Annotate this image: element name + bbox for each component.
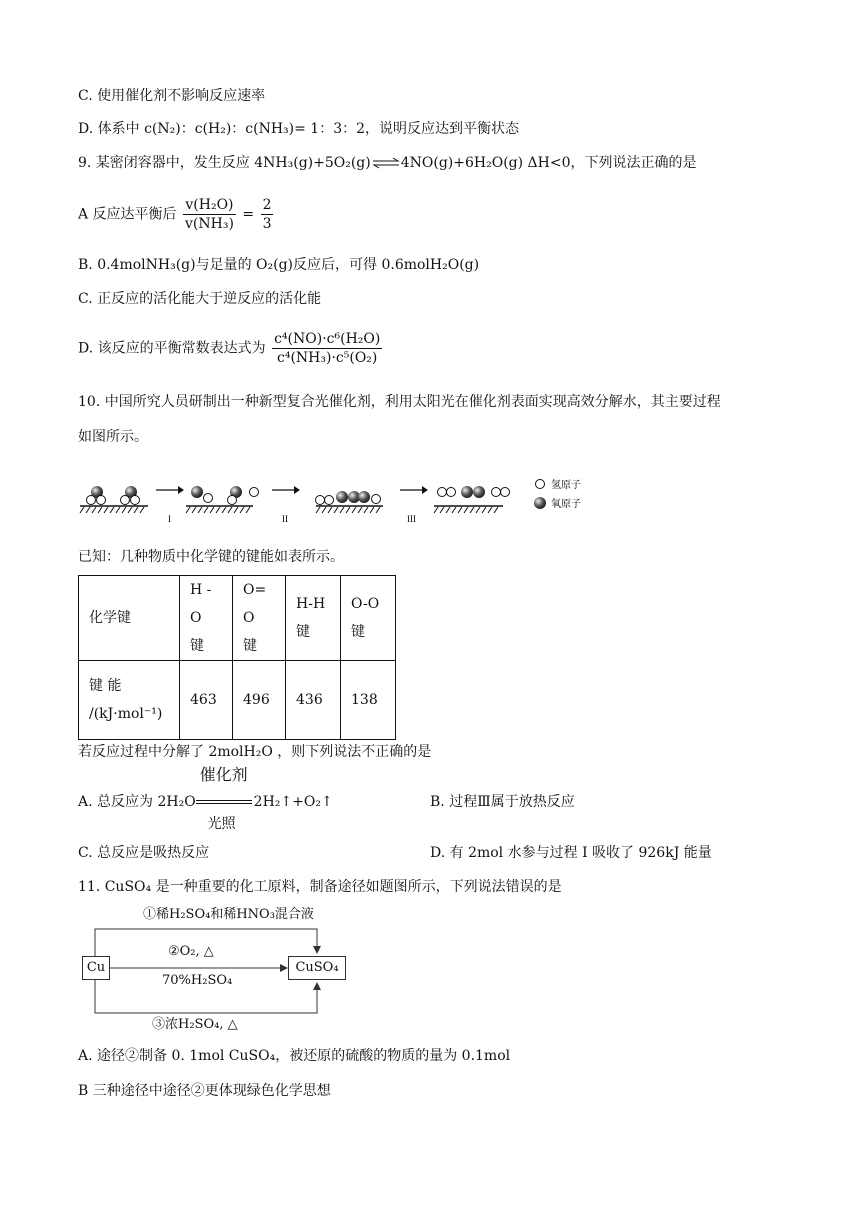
q11-option-b: B 三种途径中途径②更体现绿色化学思想 <box>78 1083 331 1099</box>
ratio-fraction <box>261 196 274 233</box>
step-1-label: I <box>168 514 171 524</box>
q10a-products: 2H₂↑+O₂↑ <box>253 794 333 810</box>
table-header-cell: O-O 键 <box>341 576 396 661</box>
cuso4-pathway-diagram <box>78 903 378 1038</box>
table-cell: 463 <box>180 661 233 740</box>
arrow-step-2 <box>272 486 300 494</box>
q10-condition: 若反应过程中分解了 2molH₂O ，则下列说法不正确的是 <box>78 744 432 760</box>
hydrogen-legend-icon <box>536 480 545 489</box>
q10-stem-line2: 如图所示。 <box>78 429 148 445</box>
q10-option-c: C. 总反应是吸热反应 <box>78 845 210 861</box>
ratio-denominator: 3 <box>262 216 272 232</box>
q9-option-c: C. 正反应的活化能大于逆反应的活化能 <box>78 291 322 307</box>
arrow-step-3 <box>400 486 428 494</box>
table-header-row <box>79 576 396 661</box>
table-header-cell: O= O 键 <box>233 576 286 661</box>
cuso4-box: CuSO₄ <box>288 956 346 980</box>
table-cell: 138 <box>341 661 396 740</box>
catalyst-surface-4 <box>434 486 510 513</box>
catalyst-surface-1 <box>80 486 148 513</box>
q10a-label: A. 总反应为 2H₂O <box>78 794 196 810</box>
q9-option-d <box>78 330 384 367</box>
q9-reactants: 9. 某密闭容器中，发生反应 4NH₃(g)+5O₂(g) <box>78 155 371 171</box>
arrow-step-1 <box>156 486 184 494</box>
path-2-top-label: ②O₂, △ <box>168 944 214 959</box>
q9-option-a <box>78 196 275 233</box>
equilibrium-arrow-icon <box>372 157 400 169</box>
reaction-condition-arrow <box>196 765 254 832</box>
q9-option-b: B. 0.4molNH₃(g)与足量的 O₂(g)反应后，可得 0.6molH₂O(g) <box>78 257 480 273</box>
path-2-bottom-label: 70%H₂SO₄ <box>162 973 233 988</box>
catalyst-surface-3 <box>316 491 384 513</box>
q9d-label: D. 该反应的平衡常数表达式为 <box>78 340 266 357</box>
table-row <box>79 661 396 740</box>
equilibrium-constant-fraction <box>272 330 382 367</box>
rate-numerator: v(H₂O) <box>183 196 236 215</box>
q10-option-a <box>78 765 333 832</box>
table-header-cell: H - O 键 <box>180 576 233 661</box>
step-2-label: II <box>282 514 288 524</box>
q8-option-d: D. 体系中 c(N₂)：c(H₂)：c(NH₃)= 1：3：2，说明反应达到平衡状态 <box>78 121 520 137</box>
copper-box: Cu <box>82 956 110 980</box>
q9-products: 4NO(g)+6H₂O(g) ΔH<0，下列说法正确的是 <box>400 155 697 171</box>
water-splitting-diagram <box>78 476 618 526</box>
condition-light: 光照 <box>207 816 236 832</box>
rate-denominator: v(NH₃) <box>185 216 234 232</box>
catalyst-surface-2 <box>186 486 259 513</box>
table-cell: 496 <box>233 661 286 740</box>
q10-option-b: B. 过程Ⅲ属于放热反应 <box>430 794 575 810</box>
q10-stem-line1: 10. 中国所究人员研制出一种新型复合光催化剂，利用太阳光在催化剂表面实现高效分解水，其主要过程 <box>78 394 721 410</box>
path-1-label: ①稀H₂SO₄和稀HNO₃混合液 <box>143 907 314 922</box>
bond-energy-table <box>78 575 396 740</box>
q10-option-d: D. 有 2mol 水参与过程 I 吸收了 926kJ 能量 <box>430 845 712 861</box>
q8-option-c: C. 使用催化剂不影响反应速率 <box>78 88 266 104</box>
q9a-label: A 反应达平衡后 <box>78 206 177 223</box>
k-denominator: c⁴(NH₃)·c⁵(O₂) <box>277 350 378 366</box>
table-header-cell: 化学键 <box>79 576 180 661</box>
rate-fraction <box>183 196 236 233</box>
equals-sign: = <box>242 206 255 223</box>
q9-stem <box>78 153 697 173</box>
bond-energy-intro: 已知：几种物质中化学键的键能如表所示。 <box>78 549 344 565</box>
table-cell: 436 <box>286 661 341 740</box>
step-3-label: III <box>407 514 416 524</box>
condition-catalyst: 催化剂 <box>199 765 248 784</box>
legend-hydrogen: 氢原子 <box>551 480 581 491</box>
q11-stem: 11. CuSO₄ 是一种重要的化工原料，制备途径如题图所示，下列说法错误的是 <box>78 879 562 895</box>
table-header-cell: H-H 键 <box>286 576 341 661</box>
q11-option-a: A. 途径②制备 0. 1mol CuSO₄，被还原的硫酸的物质的量为 0.1mol <box>78 1048 511 1064</box>
table-row-label: 键 能 /(kJ·mol⁻¹) <box>79 661 180 740</box>
oxygen-legend-icon <box>534 497 546 509</box>
path-3-label: ③浓H₂SO₄, △ <box>152 1017 238 1032</box>
ratio-numerator: 2 <box>262 197 272 213</box>
legend-oxygen: 氧原子 <box>551 499 581 510</box>
k-numerator: c⁴(NO)·c⁶(H₂O) <box>274 331 381 347</box>
